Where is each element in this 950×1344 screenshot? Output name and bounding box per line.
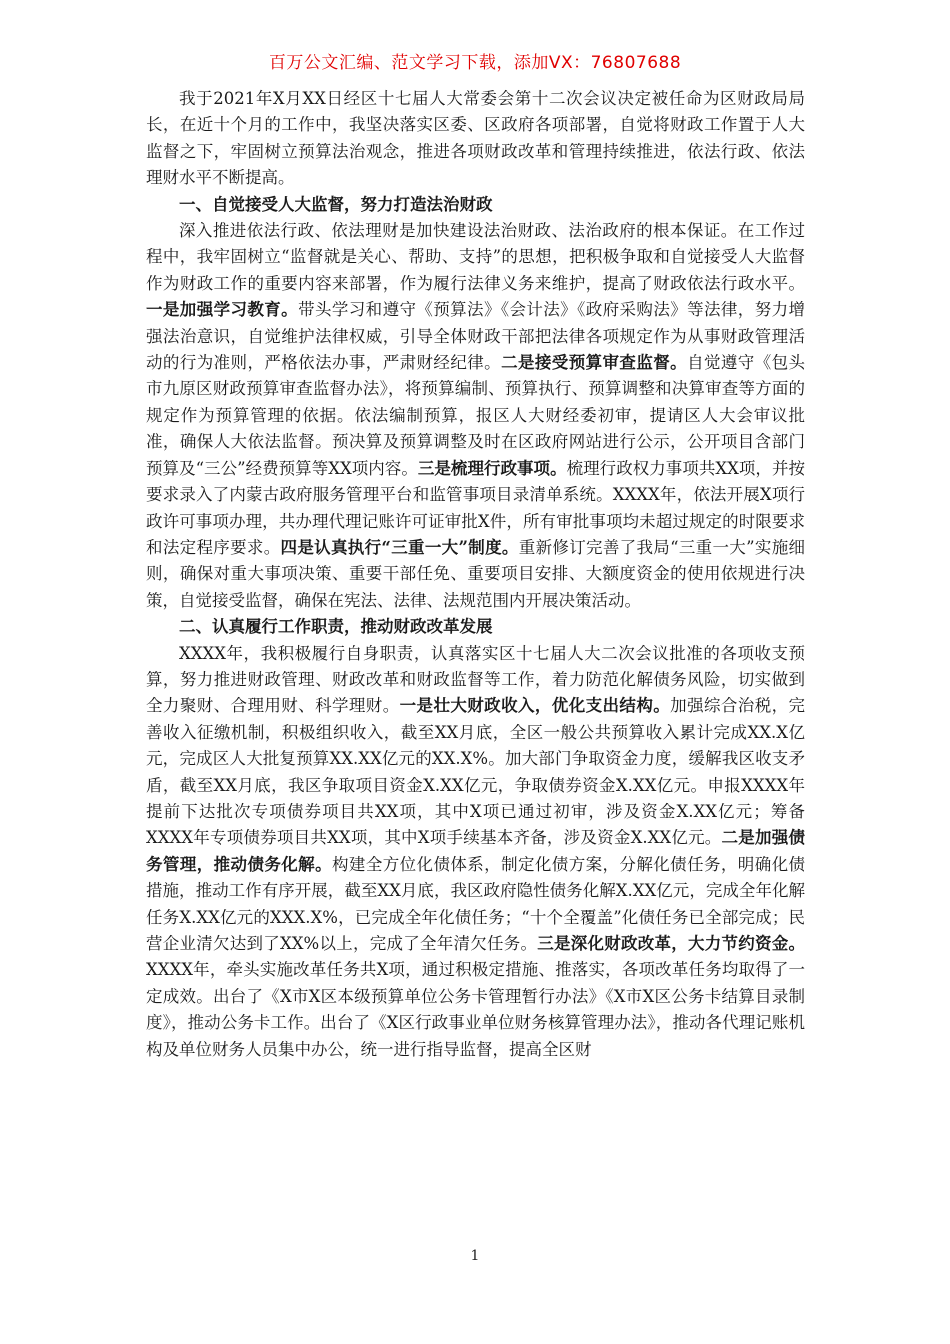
section-2-point-1-label: 一是壮大财政收入，优化支出结构。 [399, 696, 671, 716]
section-1-point-1-label: 一是加强学习教育。 [146, 300, 299, 320]
section-1-point-2-label: 二是接受预算审查监督。 [501, 353, 688, 373]
section-1-paragraph [146, 218, 805, 614]
section-2-point-1-text: 加强综合治税，完善收入征缴机制，积极组织收入，截至XX月底，全区一般公共预算收入累计完成XX.X亿元，完成区人大批复预算XX.XX亿元的XX.X%。加大部门争取资金力度，缓解我区收支矛盾，截至XX月底，我区争取项目资金X.XX亿元，争取债券资金X.XX亿元。申报XXXX年提前下达批次专项债券项目共XX项，其中X项已通过初审，涉及资金X.XX亿元；筹备XXXX年专项债券项目共XX项，其中X项手续基本齐备，涉及资金X.XX亿元。 [146, 696, 806, 848]
section-1-intro: 深入推进依法行政、依法理财是加快建设法治财政、法治政府的根本保证。在工作过程中，我牢固树立“监督就是关心、帮助、支持”的思想，把积极争取和自觉接受人大监督作为财政工作的重要内容来部署，作为履行法律义务来维护，提高了财政依法行政水平。 [146, 221, 805, 293]
section-2-intro: XXXX年，我积极履行自身职责，认真落实区十七届人大二次会议批准的各项收支预算，努力推进财政管理、财政改革和财政监督等工作，着力防范化解债务风险，切实做到全力聚财、合理用财、科学理财。 [146, 643, 805, 716]
section-1-heading: 一、自觉接受人大监督，努力打造法治财政 [179, 194, 493, 214]
section-2-point-2-label: 二是加强债务管理，推动债务化解。 [146, 828, 805, 874]
section-1-point-1-text: 带头学习和遵守《预算法》《会计法》《政府采购法》等法律，努力增强法治意识，自觉维护法律权威，引导全体财政干部把法律各项规定作为从事财政管理活动的行为准则，严格依法办事，严肃财经纪律。 [146, 300, 806, 373]
section-1-point-3-text: 梳理行政权力事项共XX项，并按要求录入了内蒙古政府服务管理平台和监管事项目录清单系统。XXXX年，依法开展X项行政许可事项办理，共办理代理记账许可证审批X件，所有审批事项均未超过规定的时限要求和法定程序要求。 [146, 458, 805, 557]
section-1-point-3-label: 三是梳理行政事项。 [417, 458, 567, 478]
intro-paragraph: 我于2021年X月XX日经区十七届人大常委会第十二次会议决定被任命为区财政局局长，在近十个月的工作中，我坚决落实区委、区政府各项部署，自觉将财政工作置于人大监督之下，牢固树立预算法治观念，推进各项财政改革和管理持续推进，依法行政、依法理财水平不断提高。 [146, 89, 805, 188]
page-number: 1 [470, 1248, 480, 1264]
section-2-paragraph [146, 641, 805, 1064]
section-1-point-2-text: 自觉遵守《包头市九原区财政预算审查监督办法》，将预算编制、预算执行、预算调整和决算审查等方面的规定作为预算管理的依据。依法编制预算，报区人大财经委初审，提请区人大会审议批准，确保人大依法监督。预决算及预算调整及时在区政府网站进行公示，公开项目含部门预算及“三公”经费预算等XX项内容。 [146, 353, 806, 478]
section-2-heading: 二、认真履行工作职责，推动财政改革发展 [179, 617, 493, 637]
download-banner: 百万公文汇编、范文学习下载，添加VX：76807688 [268, 53, 682, 73]
document-body [146, 86, 805, 1063]
section-1-point-4-label: 四是认真执行“三重一大”制度。 [280, 537, 519, 557]
section-2-point-3-label: 三是深化财政改革，大力节约资金。 [537, 934, 806, 953]
section-1-point-4-text: 重新修订完善了我局“三重一大”实施细则，确保对重大事项决策、重要干部任免、重要项目安排、大额度资金的使用依规进行决策，自觉接受监督，确保在宪法、法律、法规范围内开展决策活动。 [146, 537, 806, 610]
section-2-point-3-text: XXXX年，牵头实施改革任务共X项，通过积极定措施、推落实，各项改革任务均取得了一定成效。出台了《X市X区本级预算单位公务卡管理暂行办法》《X市X区公务卡结算目录制度》，推动公务卡工作。出台了《X区行政事业单位财务核算管理办法》，推动各代理记账机构及单位财务人员集中办公，统一进行指导监督，提高全区财 [146, 960, 805, 1059]
section-2-point-2-text: 构建全方位化债体系，制定化债方案，分解化债任务，明确化债措施，推动工作有序开展，截至XX月底，我区政府隐性债务化解X.XX亿元，完成全年化解任务X.XX亿元的XXX.X%，已完成全年化债任务；“十个全覆盖”化债任务已全部完成；民营企业清欠达到了XX%以上，完成了全年清欠任务。 [146, 854, 806, 953]
